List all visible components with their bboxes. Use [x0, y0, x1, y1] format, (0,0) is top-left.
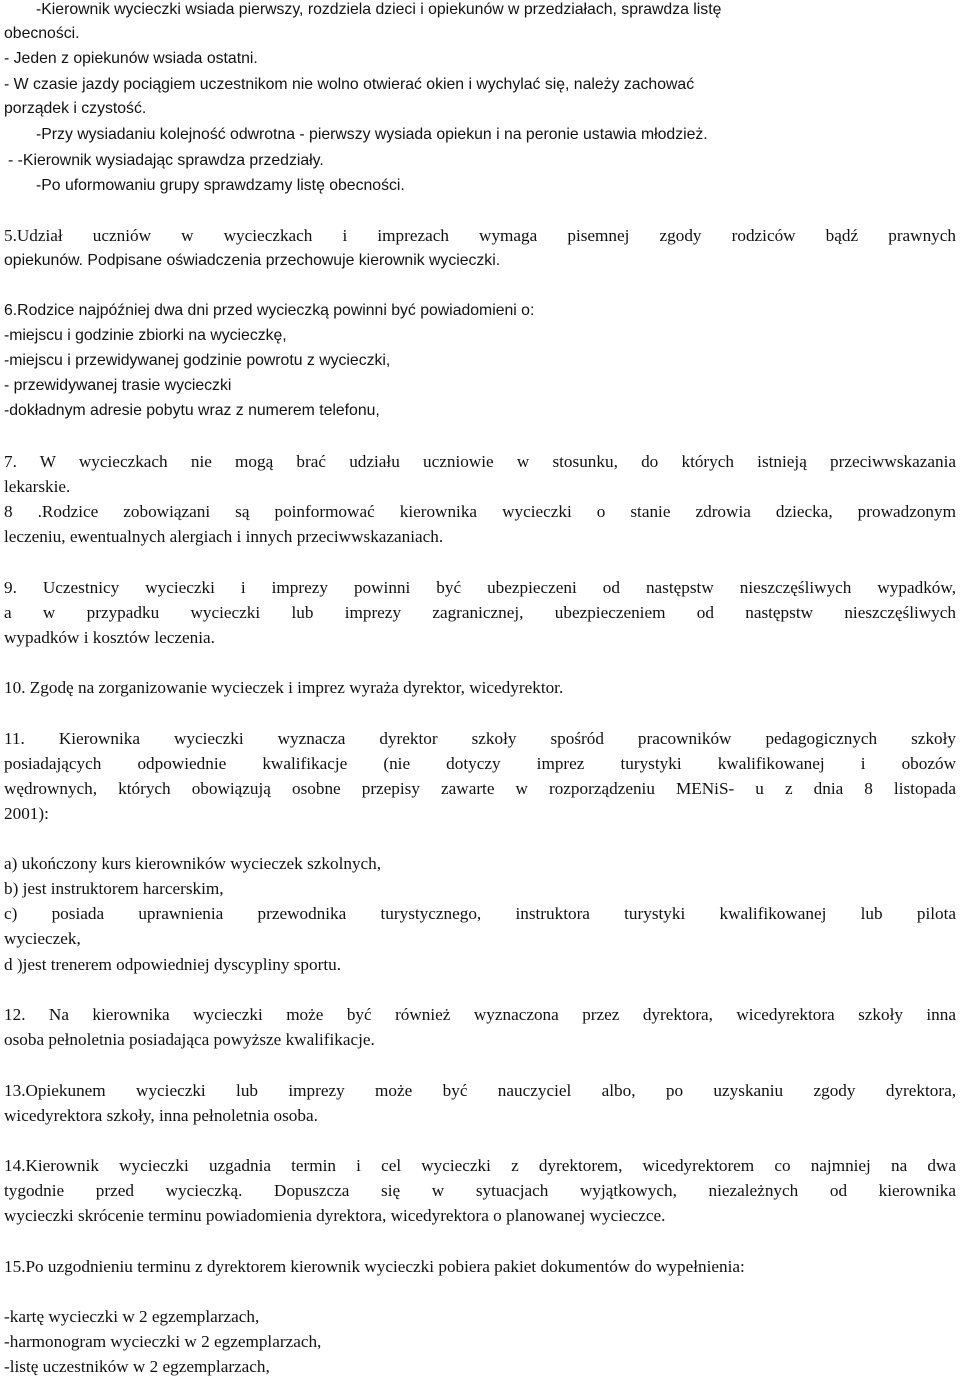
paragraph-14-line-1: 14.Kierownik wycieczki uzgadnia termin i cel wycieczki z dyrektorem, wicedyrektorem co najmniej na dwa — [4, 1156, 956, 1175]
paragraph-11-line-1: 11. Kierownika wycieczki wyznacza dyrektor szkoły spośród pracowników pedagogicznych szkoły — [4, 729, 956, 748]
paragraph-12-line-2: osoba pełnoletnia posiadająca powyższe kwalifikacje. — [4, 1030, 375, 1049]
paragraph-7-line-1: 7. W wycieczkach nie mogą brać udziału uczniowie w stosunku, do których istnieją przeciwwskazania — [4, 452, 956, 471]
text-line-3: - Jeden z opiekunów wsiada ostatni. — [4, 50, 258, 67]
paragraph-11-item-c-line-1: c) posiada uprawnienia przewodnika turystycznego, instruktora turystyki kwalifikowanej lub pilota — [4, 904, 956, 923]
paragraph-8-line-1: 8 .Rodzice zobowiązani są poinformować kierownika wycieczki o stanie zdrowia dziecka, prowadzonym — [4, 502, 956, 521]
paragraph-6-item-1: -miejscu i godzinie zbiorki na wycieczkę, — [4, 327, 287, 344]
text-line-6: -Przy wysiadaniu kolejność odwrotna - pierwszy wysiada opiekun i na peronie ustawia młodzież. — [36, 126, 708, 143]
paragraph-15-item-3: -listę uczestników w 2 egzemplarzach, — [4, 1357, 270, 1376]
text-line-4: - W czasie jazdy pociągiem uczestnikom nie wolno otwierać okien i wychylać się, należy zachować — [4, 76, 695, 93]
paragraph-11-line-2: posiadających odpowiednie kwalifikacje (nie dotyczy imprez turystyki kwalifikowanej i obozów — [4, 754, 956, 773]
paragraph-14-line-3: wycieczki skrócenie terminu powiadomienia dyrektora, wicedyrektora o planowanej wycieczce. — [4, 1206, 666, 1225]
paragraph-5-line-1: 5.Udział uczniów w wycieczkach i imprezach wymaga pisemnej zgody rodziców bądź prawnych — [4, 226, 956, 245]
paragraph-9-line-3: wypadków i kosztów leczenia. — [4, 628, 215, 647]
paragraph-13-line-1: 13.Opiekunem wycieczki lub imprezy może być nauczyciel albo, po uzyskaniu zgody dyrektora, — [4, 1081, 956, 1100]
paragraph-11-item-b: b) jest instruktorem harcerskim, — [4, 879, 224, 898]
paragraph-7-line-2: lekarskie. — [4, 477, 71, 496]
text-line-8: -Po uformowaniu grupy sprawdzamy listę obecności. — [36, 177, 405, 194]
paragraph-11-item-a: a) ukończony kurs kierowników wycieczek szkolnych, — [4, 854, 382, 873]
paragraph-10-line-1: 10. Zgodę na zorganizowanie wycieczek i imprez wyraża dyrektor, wicedyrektor. — [4, 678, 564, 697]
paragraph-11-item-c-line-2: wycieczek, — [4, 929, 81, 948]
paragraph-8-line-2: leczeniu, ewentualnych alergiach i innych przeciwwskazaniach. — [4, 527, 444, 546]
paragraph-9-line-1: 9. Uczestnicy wycieczki i imprezy powinni być ubezpieczeni od następstw nieszczęśliwych wypadków, — [4, 578, 956, 597]
paragraph-6-item-2: -miejscu i przewidywanej godzinie powrotu z wycieczki, — [4, 352, 391, 369]
paragraph-15-item-1: -kartę wycieczki w 2 egzemplarzach, — [4, 1307, 260, 1326]
paragraph-5-line-2: opiekunów. Podpisane oświadczenia przechowuje kierownik wycieczki. — [4, 252, 501, 269]
paragraph-11-line-3: wędrownych, których obowiązują osobne przepisy zawarte w rozporządzeniu MENiS- u z dnia 8 listopada — [4, 779, 956, 798]
text-line-5: porządek i czystość. — [4, 100, 147, 117]
paragraph-11-item-d: d )jest trenerem odpowiedniej dyscypliny sportu. — [4, 955, 341, 974]
paragraph-9-line-2: a w przypadku wycieczki lub imprezy zagranicznej, ubezpieczeniem od następstw nieszczęśliwych — [4, 603, 956, 622]
text-line-1: -Kierownik wycieczki wsiada pierwszy, rozdziela dzieci i opiekunów w przedziałach, sprawdza listę — [36, 1, 722, 18]
paragraph-12-line-1: 12. Na kierownika wycieczki może być również wyznaczona przez dyrektora, wicedyrektora szkoły inna — [4, 1005, 956, 1024]
paragraph-11-line-4: 2001): — [4, 804, 49, 823]
document-page — [4, 0, 956, 1380]
paragraph-15-item-2: -harmonogram wycieczki w 2 egzemplarzach, — [4, 1332, 322, 1351]
paragraph-15-line-1: 15.Po uzgodnieniu terminu z dyrektorem kierownik wycieczki pobiera pakiet dokumentów do wypełnienia: — [4, 1257, 745, 1276]
paragraph-14-line-2: tygodnie przed wycieczką. Dopuszcza się w sytuacjach wyjątkowych, niezależnych od kierownika — [4, 1181, 956, 1200]
text-line-2: obecności. — [4, 25, 80, 42]
paragraph-6-item-3: - przewidywanej trasie wycieczki — [4, 377, 232, 394]
paragraph-13-line-2: wicedyrektora szkoły, inna pełnoletnia osoba. — [4, 1106, 318, 1125]
paragraph-6-item-4: -dokładnym adresie pobytu wraz z numerem telefonu, — [4, 402, 380, 419]
paragraph-6-line-1: 6.Rodzice najpóźniej dwa dni przed wycieczką powinni być powiadomieni o: — [4, 302, 535, 319]
text-line-7: - -Kierownik wysiadając sprawdza przedziały. — [8, 152, 324, 169]
